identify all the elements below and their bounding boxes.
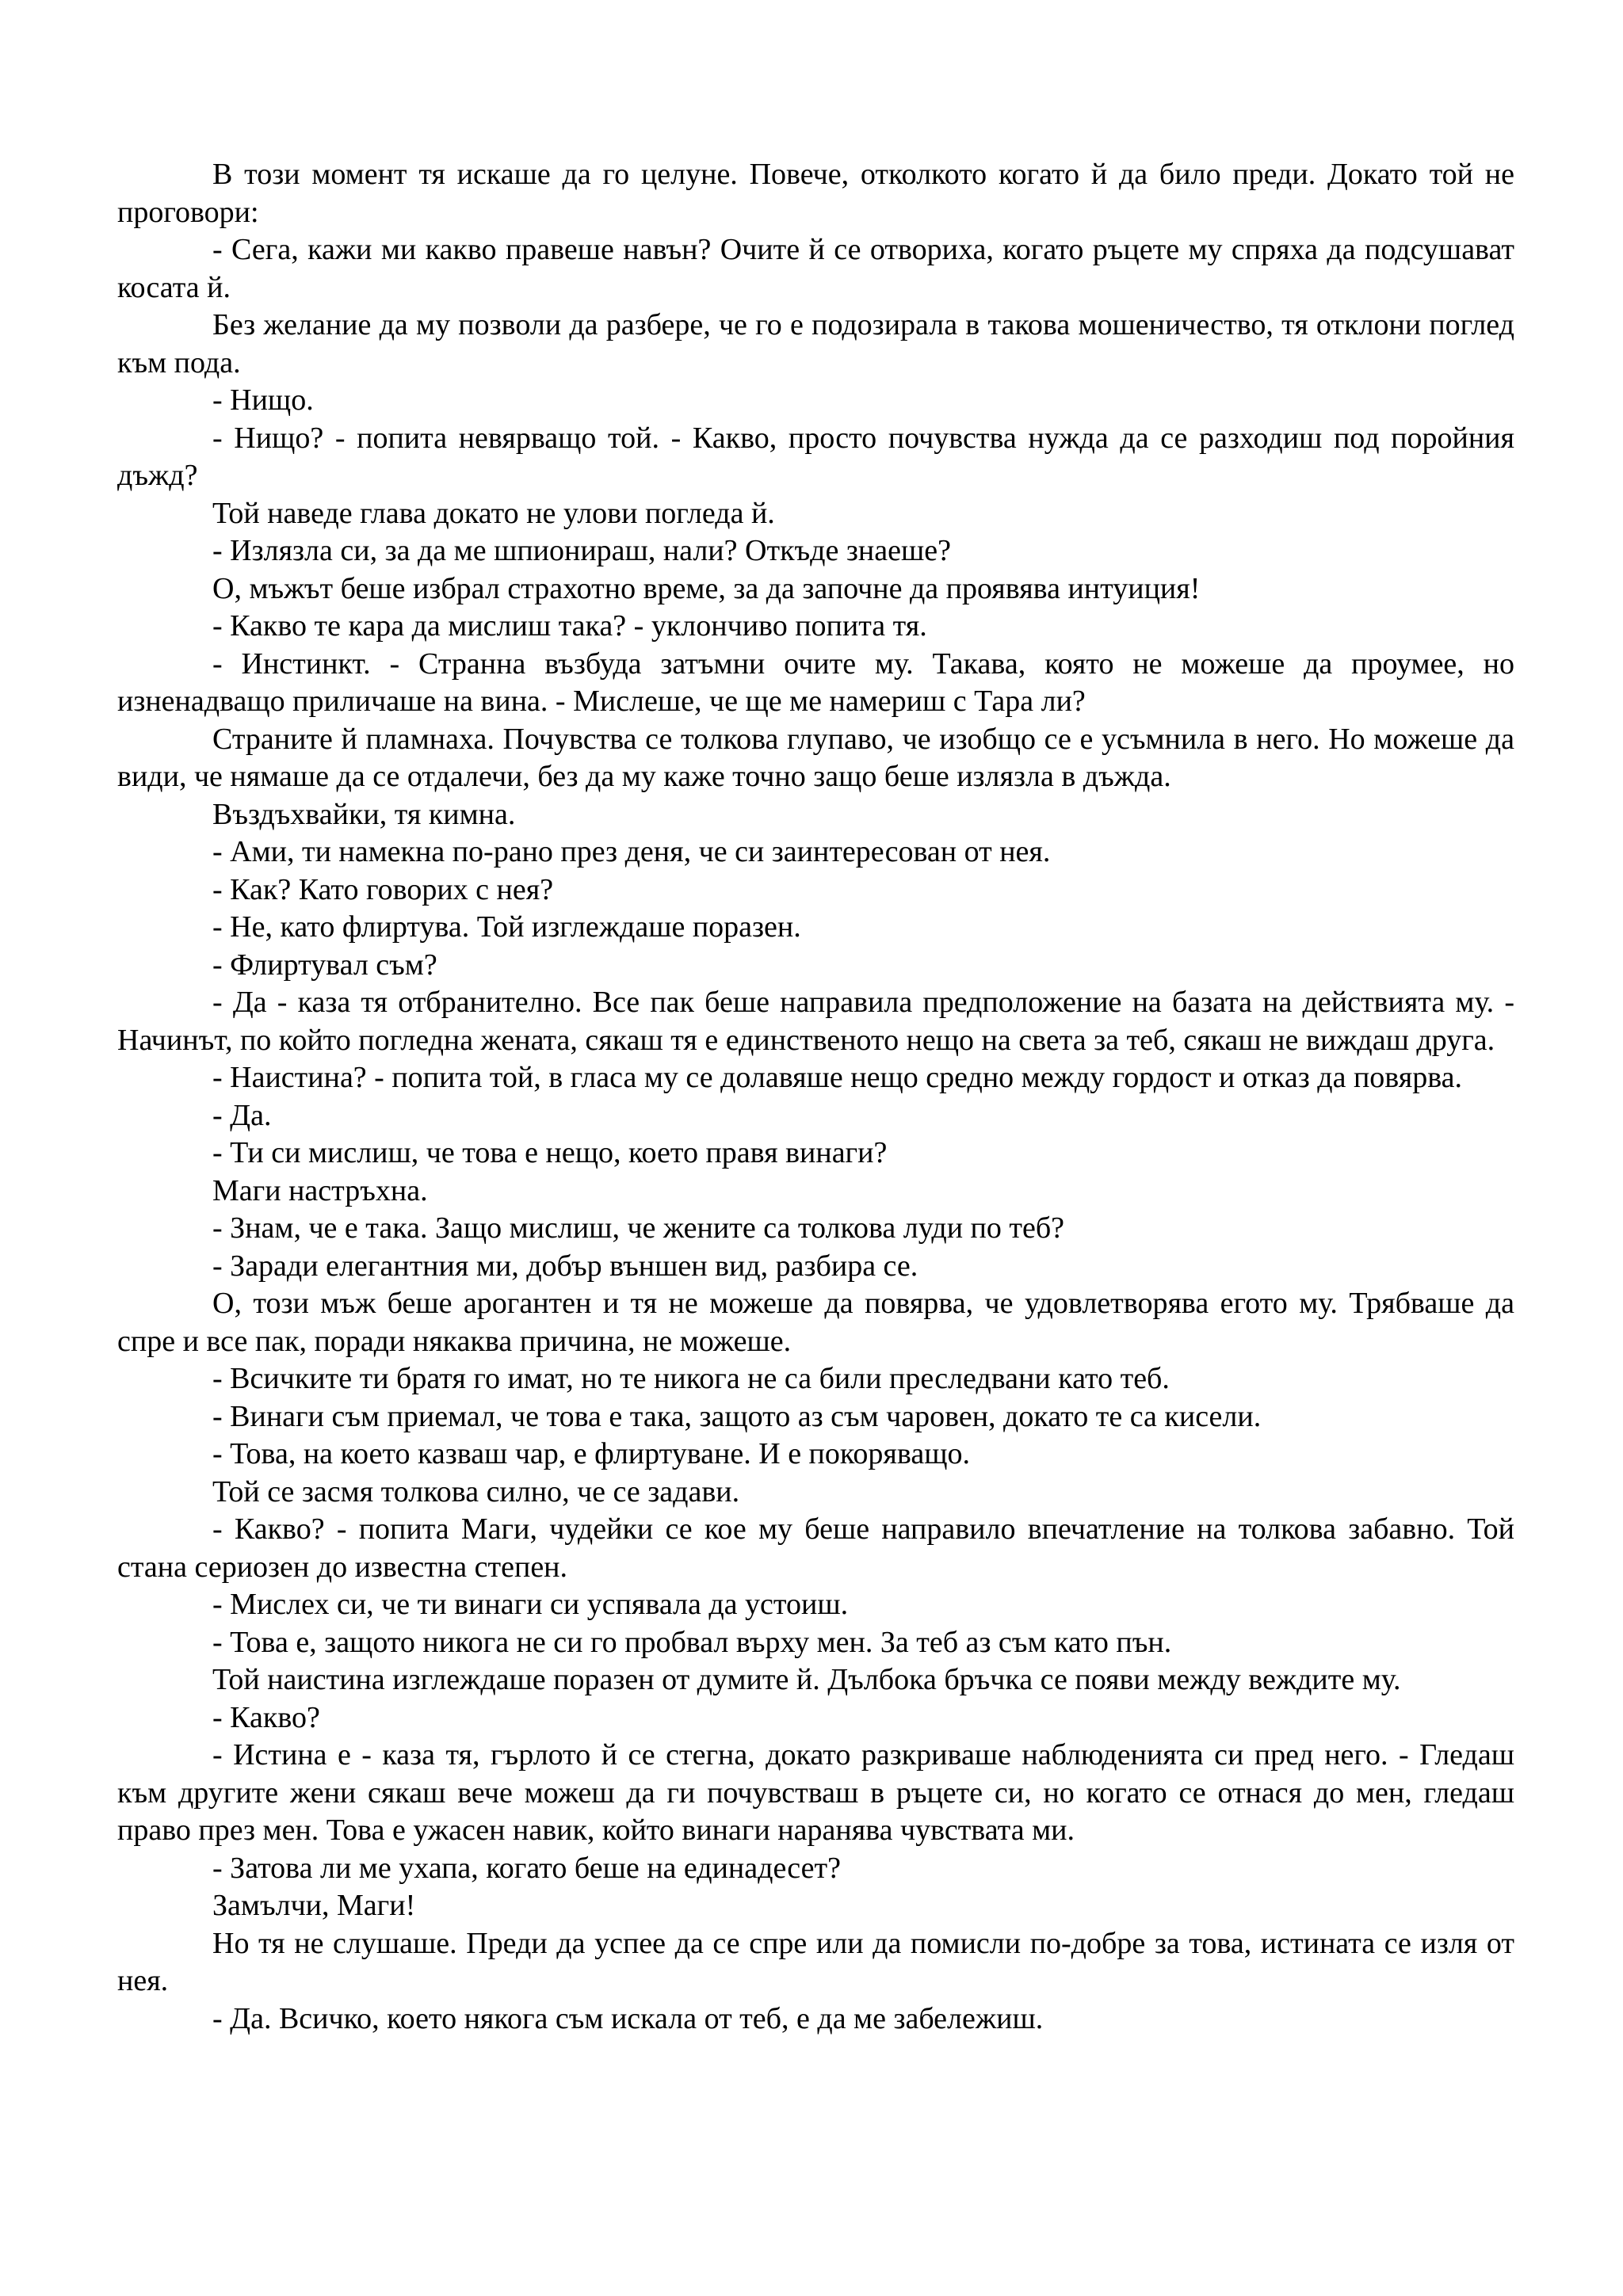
paragraph: - Инстинкт. - Странна възбуда затъмни очите му. Такава, която не можеше да проумее, но изненадващо приличаше на вина. - Мислеше, че ще ме намериш с Тара ли?	[117, 646, 1514, 718]
paragraph: - Сега, кажи ми какво правеше навън? Очите й се отвориха, когато ръцете му спряха да подсушават косата й.	[117, 233, 1514, 304]
paragraph: - Как? Като говорих с нея?	[212, 872, 554, 906]
paragraph: - Нищо? - попита невярващо той. - Какво, просто почувства нужда да се разходиш под поройния дъжд?	[117, 421, 1514, 492]
paragraph: - Какво те кара да мислиш така? - уклончиво попита тя.	[212, 609, 927, 643]
paragraph: - Истина е - каза тя, гърлото й се стегна, докато разкриваше наблюденията си пред него. - Гледаш към другите жени сякаш вече можеш да ги почувстваш в ръцете си, но когато се отнася до мен, гледаш право през мен. Това е ужасен навик, който винаги наранява чувствата ми.	[117, 1738, 1514, 1847]
document-page	[117, 156, 1514, 2038]
paragraph: - Това, на което казваш чар, е флиртуване. И е покоряващо.	[212, 1437, 970, 1470]
paragraph: - Не, като флиртува. Той изглеждаше поразен.	[212, 910, 801, 944]
paragraph: - Да.	[212, 1098, 272, 1132]
paragraph: - Да. Всичко, което някога съм искала от теб, е да ме забележиш.	[212, 2001, 1044, 2035]
paragraph: О, този мъж беше арогантен и тя не можеше да повярва, че удовлетворява егото му. Трябваше да спре и все пак, поради някаква причина, не можеше.	[117, 1287, 1514, 1358]
paragraph: Замълчи, Маги!	[212, 1889, 416, 1922]
paragraph: - Излязла си, за да ме шпионираш, нали? Откъде знаеше?	[212, 534, 951, 567]
paragraph: В този момент тя искаше да го целуне. Повече, отколкото когато й да било преди. Докато той не проговори:	[117, 158, 1514, 229]
paragraph: - Знам, че е така. Защо мислиш, че жените са толкова луди по теб?	[212, 1211, 1065, 1245]
paragraph: - Нищо.	[212, 383, 314, 417]
paragraph: - Флиртувал съм?	[212, 948, 437, 982]
paragraph: Но тя не слушаше. Преди да успее да се спре или да помисли по-добре за това, истината се изля от нея.	[117, 1926, 1514, 1997]
paragraph: - Затова ли ме ухапа, когато беше на единадесет?	[212, 1851, 841, 1885]
paragraph: - Всичките ти братя го имат, но те никога не са били преследвани като теб.	[212, 1362, 1170, 1395]
paragraph: Той наведе глава докато не улови погледа й.	[212, 496, 775, 530]
paragraph: О, мъжът беше избрал страхотно време, за да започне да проявява интуиция!	[212, 571, 1201, 605]
paragraph: - Наистина? - попита той, в гласа му се долавяше нещо средно между гордост и отказ да повярва.	[212, 1061, 1463, 1094]
paragraph: - Ами, ти намекна по-рано през деня, че си заинтересован от нея.	[212, 835, 1051, 868]
paragraph: Въздъхвайки, тя кимна.	[212, 797, 516, 831]
paragraph: Без желание да му позволи да разбере, че го е подозирала в такова мошеничество, тя отклони поглед към пода.	[117, 308, 1514, 379]
paragraph: - Това е, защото никога не си го пробвал върху мен. За теб аз съм като пън.	[212, 1625, 1172, 1659]
paragraph: - Да - каза тя отбранително. Все пак беше направила предположение на базата на действията му. - Начинът, по който погледна жената, сякаш тя е единственото нещо на света за теб, сякаш не виждаш друга.	[117, 986, 1514, 1057]
paragraph: Страните й пламнаха. Почувства се толкова глупаво, че изобщо се е усъмнила в него. Но можеше да види, че нямаше да се отдалечи, без да му каже точно защо беше излязла в дъжда.	[117, 722, 1514, 793]
paragraph: - Винаги съм приемал, че това е така, защото аз съм чаровен, докато те са кисели.	[212, 1399, 1262, 1433]
paragraph: Той се засмя толкова силно, че се задави.	[212, 1474, 740, 1508]
paragraph: - Какво?	[212, 1700, 320, 1734]
paragraph: - Заради елегантния ми, добър външен вид, разбира се.	[212, 1249, 918, 1283]
paragraph: - Мислех си, че ти винаги си успявала да устоиш.	[212, 1588, 849, 1621]
paragraph: - Ти си мислиш, че това е нещо, което правя винаги?	[212, 1136, 888, 1169]
paragraph: Маги настръхна.	[212, 1173, 428, 1207]
paragraph: - Какво? - попита Маги, чудейки се кое му беше направило впечатление на толкова забавно. Той стана сериозен до известна степен.	[117, 1512, 1514, 1584]
paragraph: Той наистина изглеждаше поразен от думите й. Дълбока бръчка се появи между веждите му.	[212, 1663, 1401, 1696]
